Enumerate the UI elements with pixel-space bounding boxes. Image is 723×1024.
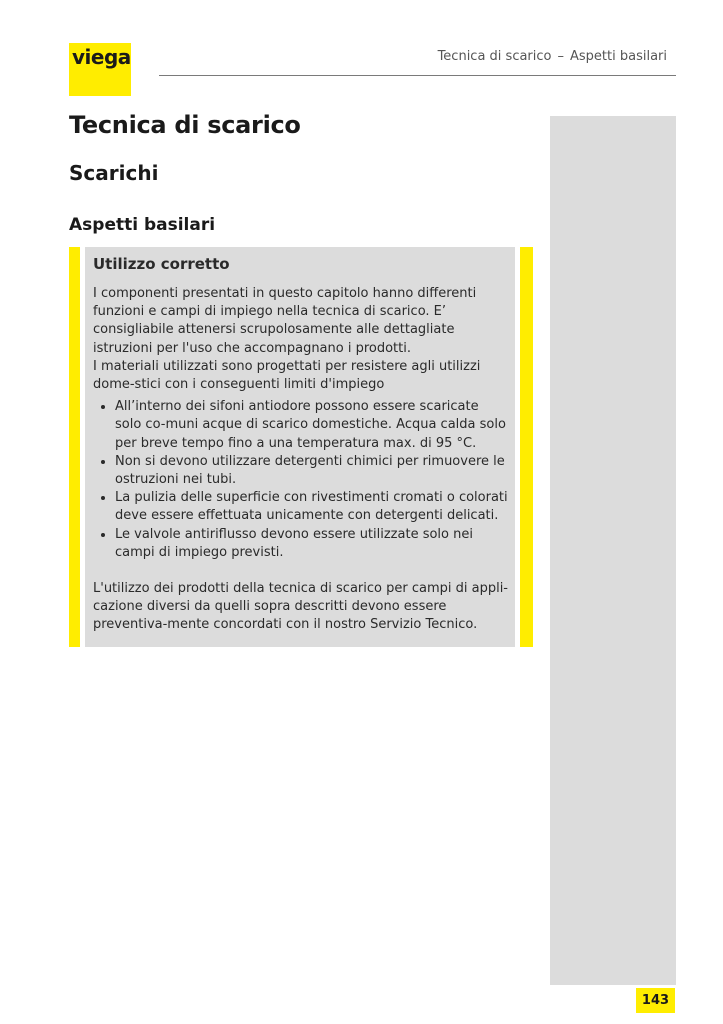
list-item: • Le valvole antiriflusso devono essere utilizzate solo nei campi di impiego previsti. bbox=[115, 526, 509, 562]
note-closing-paragraph: L'utilizzo dei prodotti della tecnica di scarico per campi di appli-cazione diversi da quelli sopra descritti devono essere preventiva-mente concordati con il nostro Servizio Tecnico. bbox=[93, 581, 508, 633]
logo-wordmark: viega bbox=[72, 45, 131, 69]
note-accent-bar-left bbox=[69, 247, 80, 647]
note-paragraph: I materiali utilizzati sono progettati per resistere agli utilizzi dome-stici con i conseguenti limiti d'impiego bbox=[93, 358, 481, 393]
list-item: • All’interno dei sifoni antiodore possono essere scaricate solo co-muni acque di scarico domestiche. Acqua calda solo per breve tempo fino a una temperatura max. di 95 °C. bbox=[115, 398, 509, 453]
header-chapter: Tecnica di scarico bbox=[437, 49, 552, 64]
page-title: Tecnica di scarico bbox=[69, 111, 301, 139]
note-bullet-list bbox=[93, 398, 509, 562]
running-header bbox=[438, 49, 667, 64]
note-paragraph: I componenti presentati in questo capitolo hanno differenti funzioni e campi di impiego nella tecnica di scarico. E’ consigliabile attenersi scrupolosamente alle dettagliate istruzioni per l'uso che accompagnano i prodotti. bbox=[93, 286, 477, 356]
logo-box bbox=[69, 43, 131, 72]
section-title: Scarichi bbox=[69, 161, 159, 185]
note-heading: Utilizzo corretto bbox=[93, 255, 230, 273]
usage-note-box bbox=[85, 247, 515, 647]
list-item: • Non si devono utilizzare detergenti chimici per rimuovere le ostruzioni nei tubi. bbox=[115, 453, 509, 489]
header-separator: – bbox=[557, 49, 564, 64]
viega-logo bbox=[69, 43, 131, 96]
note-accent-bar-right bbox=[520, 247, 533, 647]
list-item: • La pulizia delle superficie con rivestimenti cromati o colorati deve essere effettuata unicamente con detergenti delicati. bbox=[115, 489, 509, 525]
subsection-title: Aspetti basilari bbox=[69, 215, 216, 235]
header-rule bbox=[159, 75, 676, 76]
header-topic: Aspetti basilari bbox=[570, 49, 667, 64]
note-content bbox=[93, 254, 509, 635]
page-number: 143 bbox=[636, 988, 675, 1013]
margin-sidebar bbox=[550, 116, 676, 985]
